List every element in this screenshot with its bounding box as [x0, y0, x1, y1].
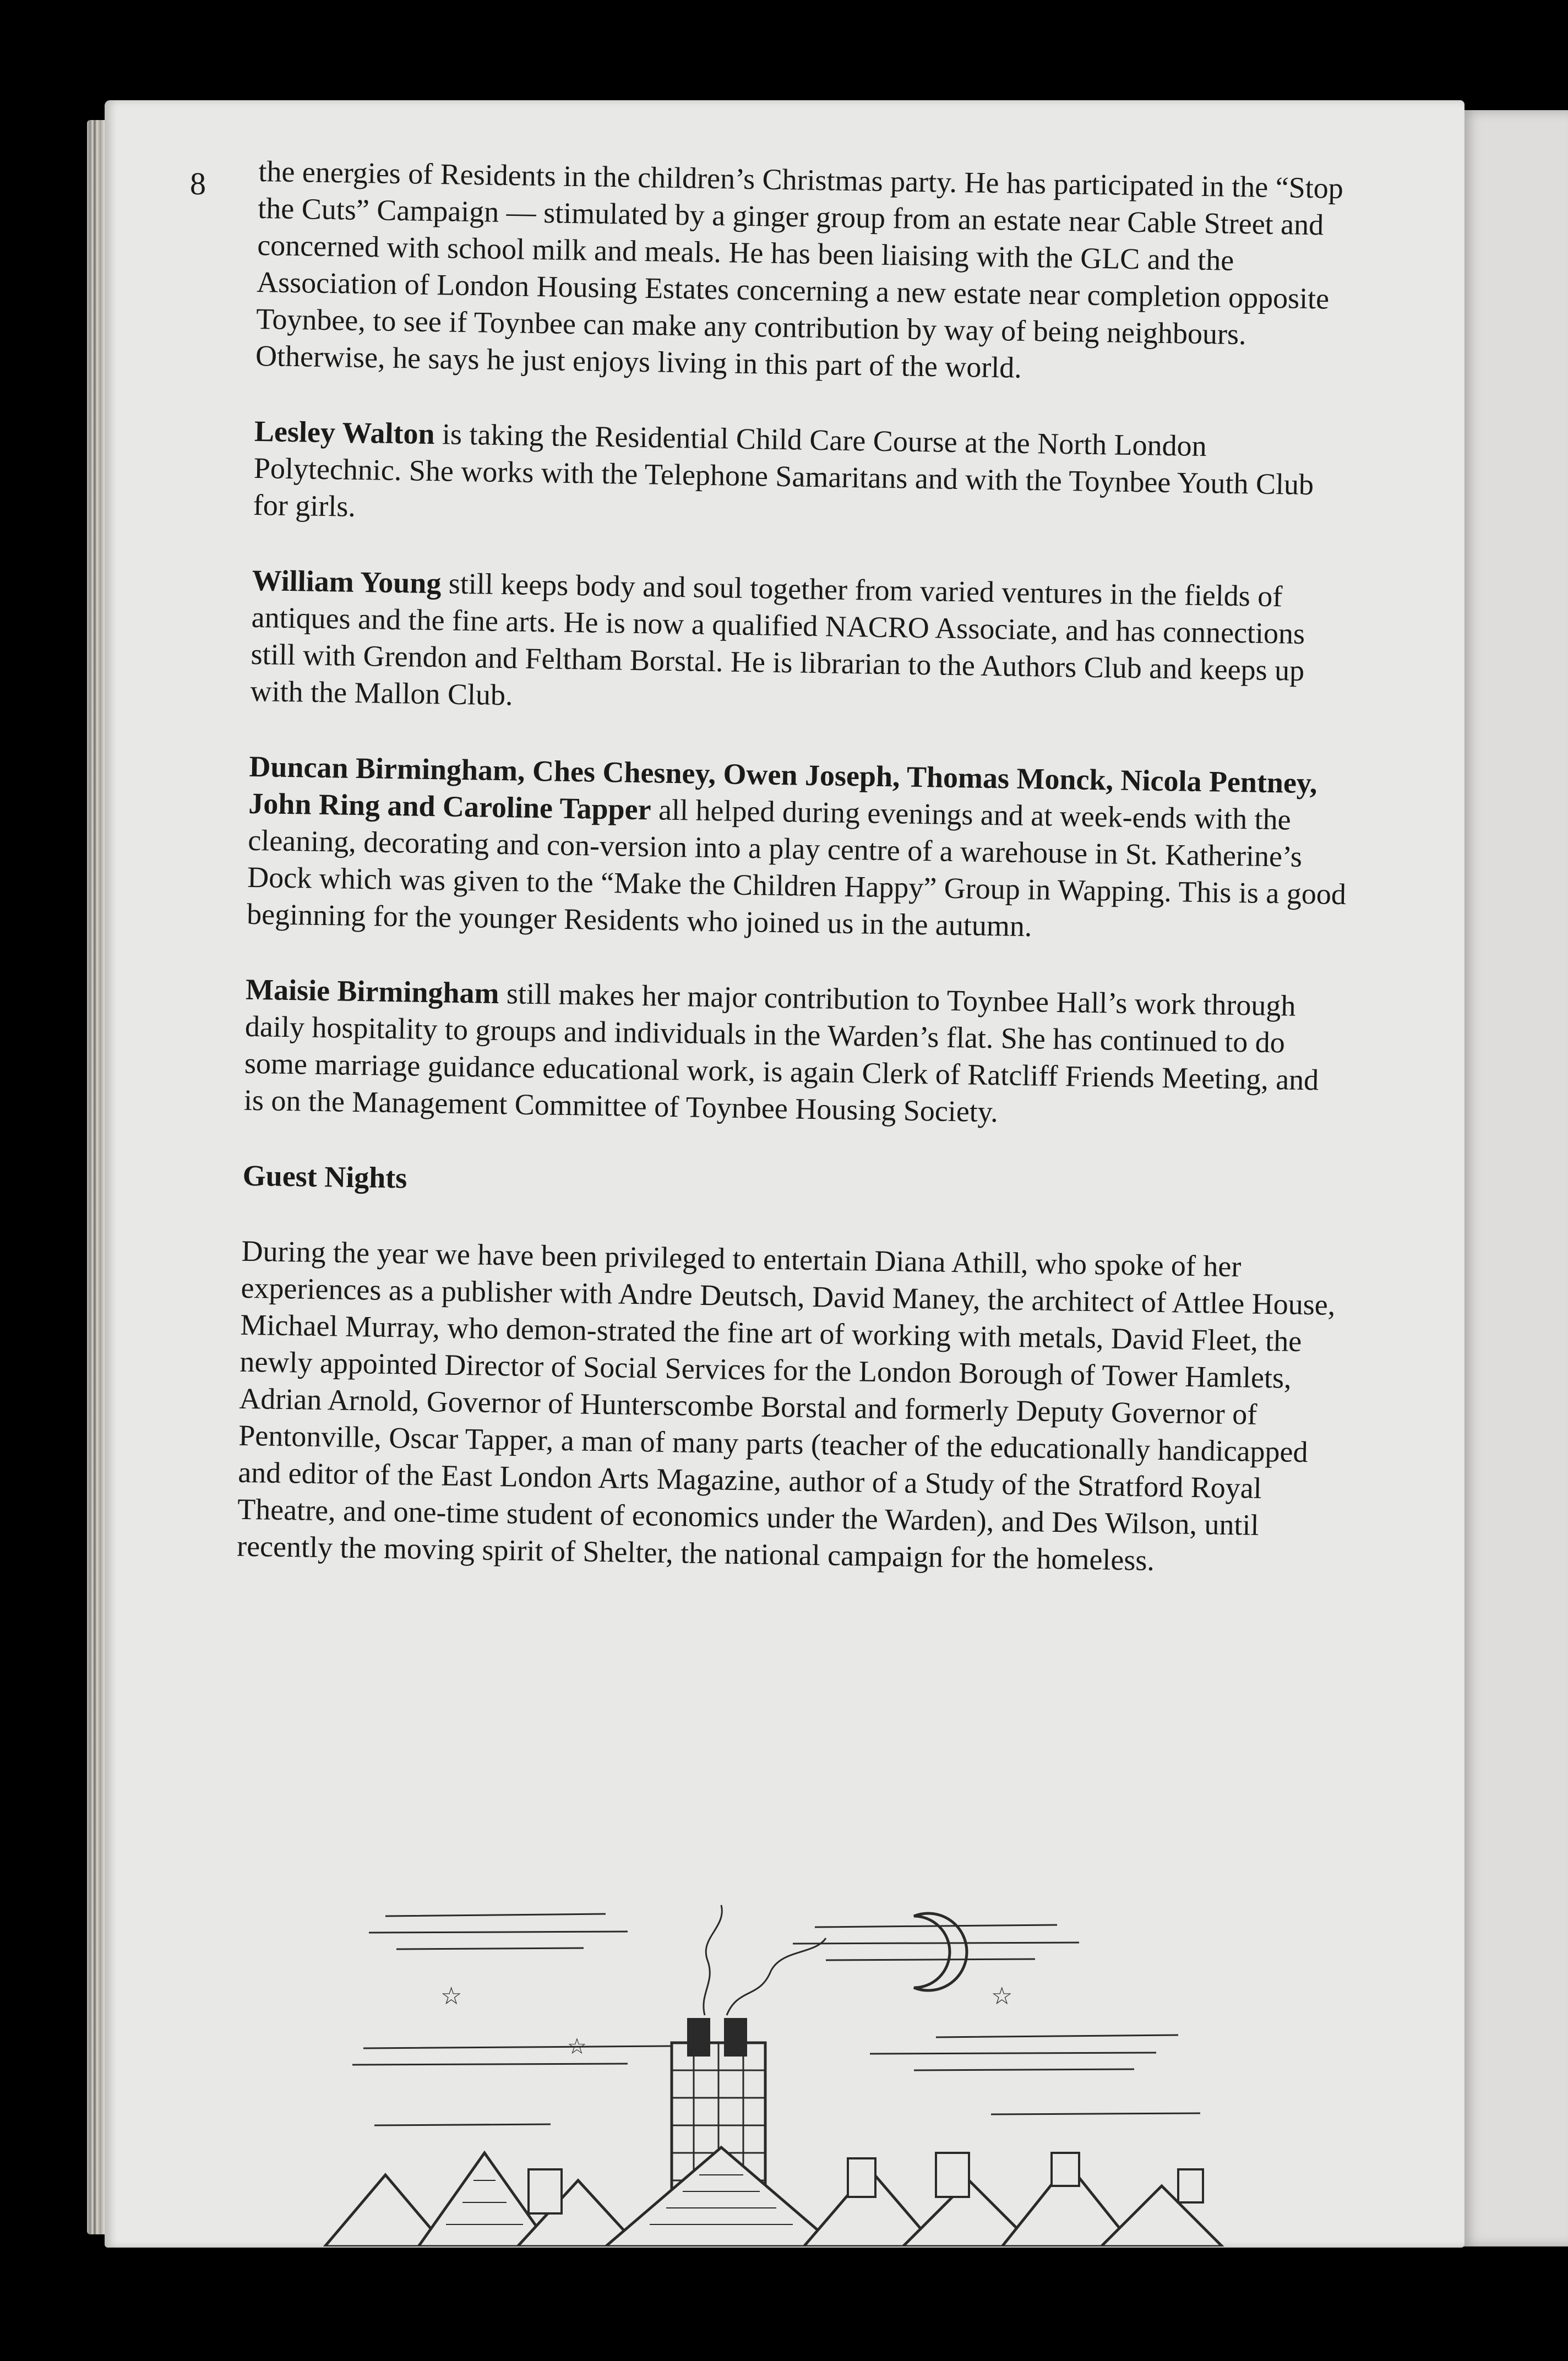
- paragraph-maisie-birmingham: Maisie Birmingham still makes her major contribution to Toynbee Hall’s work through daily hospitality to groups and individuals in the Warden’s flat. She has continued to do some marriage guidance educational work, is again Clerk of Ratcliff Friends Meeting, and is on the Management Committee of Toynbee Housing Society.: [243, 972, 1319, 1129]
- sky-hatching: [352, 1914, 1200, 2125]
- paragraph-play-centre-volunteers: Duncan Birmingham, Ches Chesney, Owen Joseph, Thomas Monck, Nicola Pentney, John Ring and Caroline Tapper all helped during evenings and at week-ends with the cleaning, decorating and con-version into a play centre of a warehouse in St. Katherine’s Dock which was given to the “Make the Children Happy” Group in Wapping. This is a good beginning for the younger Residents who joined us in the autumn.: [246, 749, 1347, 943]
- rooftops-illustration: [319, 1894, 1255, 2246]
- paragraph-william-young: William Young still keeps body and soul together from varied ventures in the fields of antiques and the fine arts. He is now a qualified NACRO Associate, and has connections still with Grendon and Feltham Borstal. He is librarian to the Authors Club and keeps up with the Mallon Club.: [250, 563, 1305, 712]
- chimney-smoke: [704, 1905, 826, 2015]
- person-name: William Young: [252, 563, 442, 600]
- page-body: [236, 153, 1360, 1620]
- paragraph-guest-nights: During the year we have been privileged to entertain Diana Athill, who spoke of her experiences as a publisher with Andre Deutsch, David Maney, the architect of Attlee House, Michael Murray, who demon-strated the fine art of working with metals, David Fleet, the newly appointed Director of Social Services for the London Borough of Tower Hamlets, Adrian Arnold, Governor of Hunterscombe Borstal and formerly Deputy Governor of Pentonville, Oscar Tapper, a man of many parts (teacher of the educationally handicapped and editor of the East London Arts Magazine, author of a Study of the Stratford Royal Theatre, and one-time student of economics under the Warden), and Des Wilson, until recently the moving spirit of Shelter, the national campaign for the homeless.: [236, 1234, 1336, 1577]
- paragraph-lesley-walton: Lesley Walton is taking the Residential Child Care Course at the North London Polytechnic. She works with the Telephone Samaritans and with the Toynbee Youth Club for girls.: [253, 414, 1314, 523]
- section-heading-guest-nights: Guest Nights: [242, 1158, 407, 1195]
- page-number: 8: [190, 166, 206, 202]
- person-name: Maisie Birmingham: [245, 972, 500, 1010]
- roofline: [325, 2147, 1222, 2246]
- star-icon: ☆: [567, 2034, 587, 2059]
- star-icon: ☆: [440, 1983, 462, 2010]
- star-icon: ☆: [991, 1983, 1013, 2010]
- person-names: Duncan Birmingham, Ches Chesney, Owen Joseph, Thomas Monck, Nicola Pentney, John Ring and Caroline Tapper: [248, 749, 1317, 826]
- paragraph-residents-activities: the energies of Residents in the children’s Christmas party. He has participated in the “Stop the Cuts” Campaign — stimulated by a ginger group from an estate near Cable Street and concerned with school milk and meals. He has been liaising with the GLC and the Association of London Housing Estates concerning a new estate near completion opposite Toynbee, to see if Toynbee can make any contribution by way of being neighbours. Otherwise, he says he just enjoys living in this part of the world.: [255, 154, 1344, 384]
- facing-page: [1459, 110, 1568, 2246]
- crescent-moon-icon: [914, 1913, 967, 1990]
- person-name: Lesley Walton: [254, 414, 435, 451]
